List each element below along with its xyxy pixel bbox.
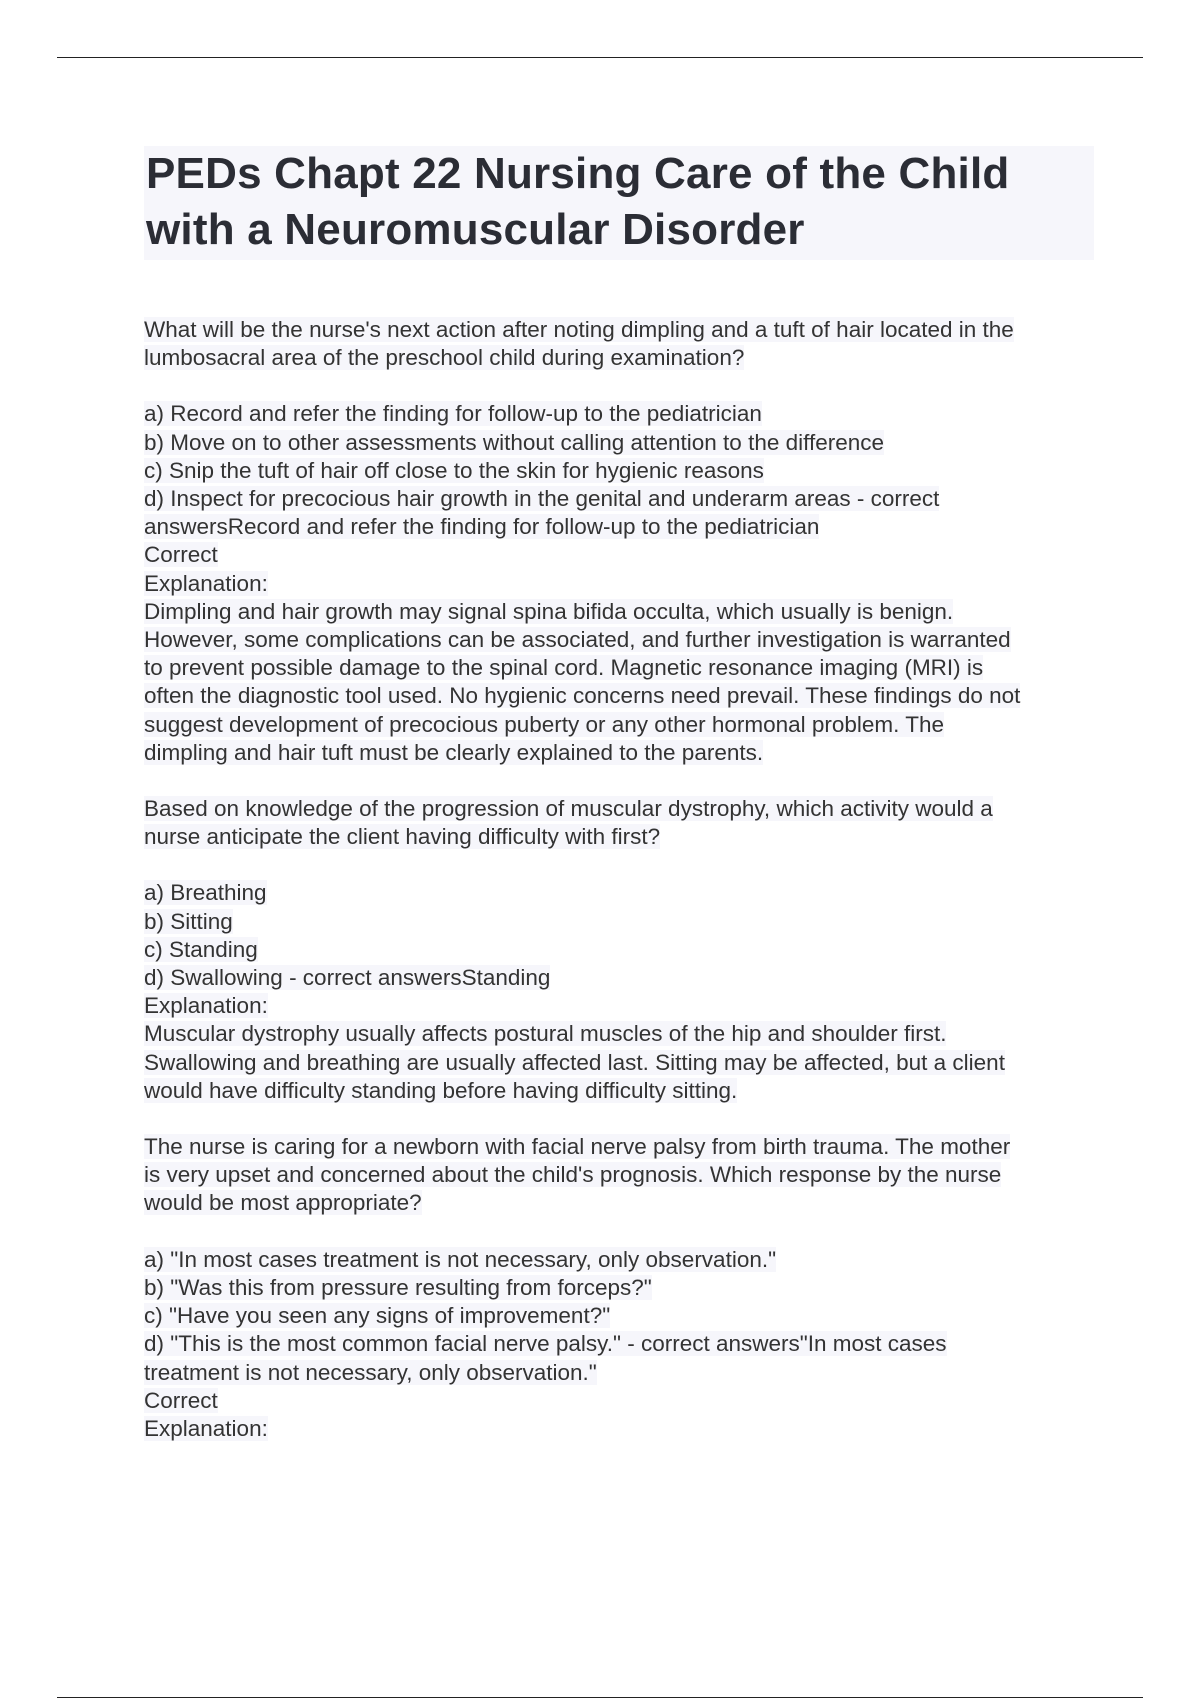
answer-line: Explanation: — [144, 993, 268, 1019]
answer-line: Correct — [144, 1387, 218, 1413]
answer-line: a) Record and refer the finding for follow-up to the pediatrician — [144, 401, 762, 427]
answer-line: would have difficulty standing before having difficulty sitting. — [144, 1077, 738, 1103]
question-text: would be most appropriate? — [144, 1190, 422, 1216]
answer-line: d) "This is the most common facial nerve palsy." - correct answers"In most cases — [144, 1331, 947, 1357]
title-line: PEDs Chapt 22 Nursing Care of the Child — [146, 149, 1010, 198]
answer-line: a) "In most cases treatment is not necessary, only observation." — [144, 1246, 777, 1272]
answer-line: Correct — [144, 542, 218, 568]
answer-line: Muscular dystrophy usually affects postural muscles of the hip and shoulder first. — [144, 1021, 947, 1047]
answer-line: often the diagnostic tool used. No hygienic concerns need prevail. These findings do not — [144, 683, 1021, 709]
question-text: Based on knowledge of the progression of muscular dystrophy, which activity would a — [144, 796, 993, 822]
bottom-rule — [57, 1697, 1143, 1698]
answer-line: to prevent possible damage to the spinal cord. Magnetic resonance imaging (MRI) is — [144, 655, 984, 681]
answer-block — [144, 1246, 1094, 1443]
answer-block — [144, 879, 1094, 1105]
question-block — [144, 316, 1094, 767]
document-title — [144, 146, 1094, 260]
answer-line: d) Swallowing - correct answersStanding — [144, 965, 551, 991]
answer-line: answersRecord and refer the finding for follow-up to the pediatrician — [144, 514, 820, 540]
answer-line: a) Breathing — [144, 880, 267, 906]
answer-line: b) Move on to other assessments without calling attention to the difference — [144, 429, 885, 455]
question-text: What will be the nurse's next action after noting dimpling and a tuft of hair located in the — [144, 317, 1014, 342]
question-block — [144, 1133, 1094, 1443]
answer-line: c) "Have you seen any signs of improvement?" — [144, 1303, 611, 1329]
answer-line: c) Standing — [144, 936, 258, 962]
question-text: lumbosacral area of the preschool child during examination? — [144, 345, 745, 371]
answer-line: b) "Was this from pressure resulting from forceps?" — [144, 1274, 652, 1300]
answer-line: b) Sitting — [144, 908, 233, 934]
answer-line: c) Snip the tuft of hair off close to the skin for hygienic reasons — [144, 457, 764, 483]
answer-line: d) Inspect for precocious hair growth in the genital and underarm areas - correct — [144, 486, 940, 512]
answer-line: treatment is not necessary, only observation." — [144, 1359, 597, 1385]
answer-line: Explanation: — [144, 570, 268, 596]
answer-line: Swallowing and breathing are usually affected last. Sitting may be affected, but a client — [144, 1049, 1005, 1075]
answer-line: suggest development of precocious puberty or any other hormonal problem. The — [144, 711, 945, 737]
answer-line: dimpling and hair tuft must be clearly explained to the parents. — [144, 739, 764, 765]
title-line: with a Neuromuscular Disorder — [146, 205, 805, 254]
question-text: The nurse is caring for a newborn with facial nerve palsy from birth trauma. The mother — [144, 1134, 1011, 1160]
question-block — [144, 795, 1094, 1105]
answer-line: Dimpling and hair growth may signal spina bifida occulta, which usually is benign. — [144, 598, 954, 624]
document-content — [144, 146, 1094, 1443]
question-text: is very upset and concerned about the child's prognosis. Which response by the nurse — [144, 1162, 1002, 1188]
question-text: nurse anticipate the client having difficulty with first? — [144, 824, 661, 850]
answer-block — [144, 400, 1094, 767]
answer-line: However, some complications can be associated, and further investigation is warranted — [144, 627, 1011, 653]
answer-line: Explanation: — [144, 1415, 268, 1441]
top-rule — [57, 57, 1143, 58]
